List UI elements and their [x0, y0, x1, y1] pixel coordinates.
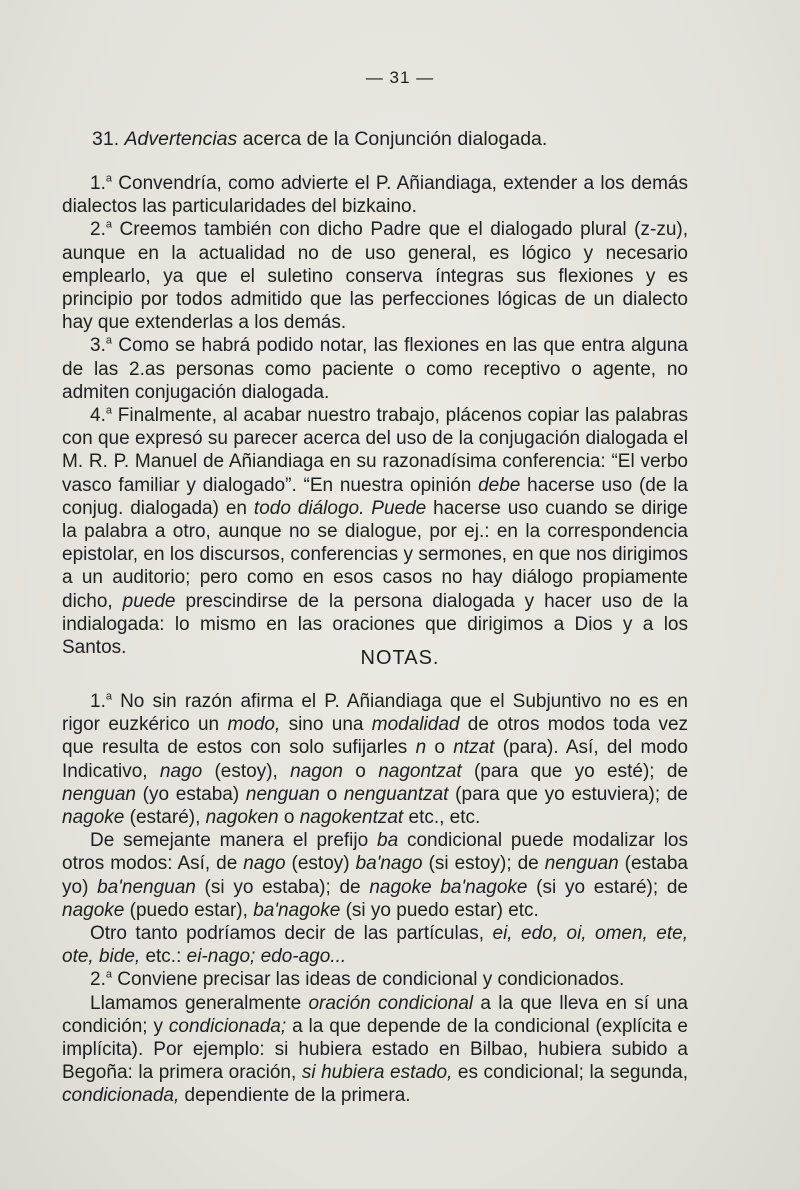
page-number: — 31 — — [365, 68, 435, 87]
paragraph-4: 4.$^a$ Finalmente, al acabar nuestro trabajo, plácenos copiar las palabras con que expresó su parecer acerca del uso de la conjugación dialogada el M. R. P. Manuel de Añiandiaga en su razonadísima conferencia: “El verbo vasco familiar y dialogado”. “En nuestra opinión debe hacerse uso (de la conjug. dialogada) en todo diálogo. Puede hacerse uso cuando se dirige la palabra a otro, aunque no se dialogue, por ej.: en la correspondencia epistolar, en los discursos, conferencias y sermones, en que nos dirigimos a un auditorio; pero como en esos casos no hay diálogo propiamente dicho, puede prescindirse de la persona dialogada y hacer uso de la indialogada: lo mismo en las oraciones que dirigimos a Dios y a los Santos. — [62, 404, 689, 659]
section-title-italic: Advertencias — [124, 128, 238, 150]
section-body — [62, 172, 688, 659]
section-title-rest: acerca de la Conjunción dialogada. — [237, 128, 548, 150]
note-2-definition-paragraph: Llamamos generalmente oración condicional a la que lleva en sí una condición; y condicionada; a la que depende de la condicional (explícita e implícita). Por ejemplo: si hubiera estado en Bilbao, hubiera subido a Begoña: la primera oración, si hubiera estado, es condicional; la segunda, condicionada, dependiente de la primera. — [62, 992, 688, 1107]
note-1-prefix-paragraph: De semejante manera el prefijo ba condicional puede modalizar los otros modos: Así, de nago (estoy) ba'nago (si estoy); de nenguan (estaba yo) ba'nenguan (si yo estaba); de nagoke ba'nagoke (si yo estaré); de nagoke (puedo estar), ba'nagoke (si yo puedo estar) etc. — [62, 830, 689, 921]
note-2: 2.$^a$ Conviene precisar las ideas de condicional y condicionados. — [90, 969, 625, 991]
paragraph-1: 1.$^a$ Convendría, como advierte el P. Añiandiaga, extender a los demás dialectos las particularidades del bizkaino. — [62, 172, 688, 218]
note-1: 1.$^a$ No sin razón afirma el P. Añiandiaga que el Subjuntivo no es en rigor euzkérico un modo, sino una modalidad de otros modos toda vez que resulta de estos con solo sufijarles n o ntzat (para). Así, del modo Indicativo, nago (estoy), nagon o nagontzat (para que yo esté); de nenguan (yo estaba) nenguan o nenguantzat (para que yo estuviera); de nagoke (estaré), nagoken o nagokentzat etc., etc. — [62, 690, 689, 829]
notes-title: NOTAS. — [360, 647, 440, 669]
section-heading — [92, 128, 692, 151]
paragraph-2: 2.$^a$ Creemos también con dicho Padre que el dialogado plural (z-zu), aunque en la actualidad no de uso general, es lógico y necesario emplearlo, ya que el suletino conserva íntegras sus flexiones y es principio por todos admitido que las perfecciones lógicas de un dialecto hay que extenderlas a los demás. — [62, 219, 688, 334]
section-number: 31. — [92, 128, 120, 150]
notes-body — [62, 690, 688, 1108]
note-1-particles-paragraph: Otro tanto podríamos decir de las partículas, ei, edo, oi, omen, ete, ote, bide, etc.: ei-nago; edo-ago... — [62, 923, 688, 968]
paragraph-3: 3.$^a$ Como se habrá podido notar, las flexiones en las que entra alguna de las 2.as personas como paciente o como receptivo o agente, no admiten conjugación dialogada. — [62, 335, 688, 403]
